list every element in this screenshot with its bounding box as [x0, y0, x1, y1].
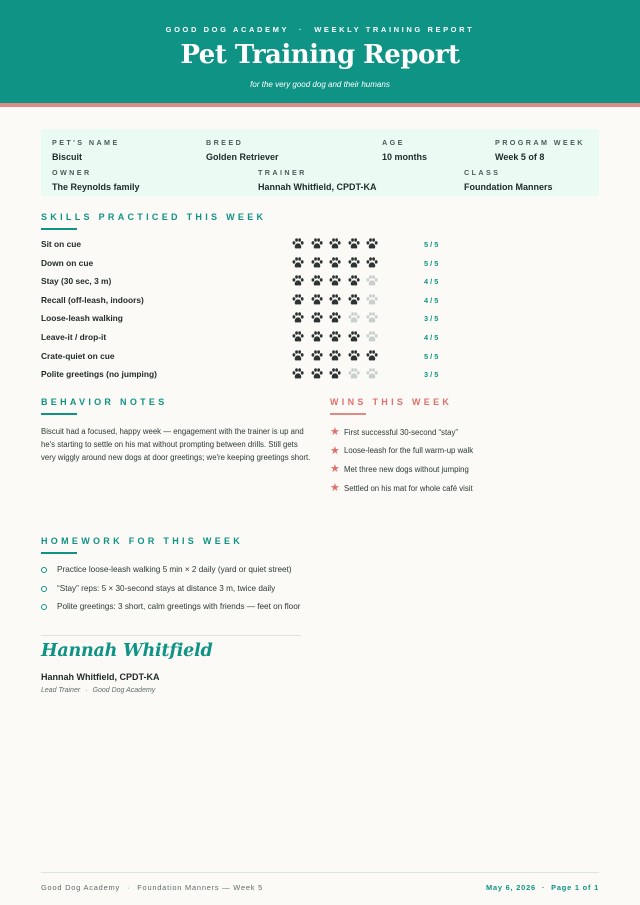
paw-icon	[347, 237, 361, 251]
paw-icon	[347, 274, 361, 288]
skill-name: Sit on cue	[41, 239, 82, 249]
skill-row	[41, 254, 481, 273]
breed-field	[206, 138, 279, 162]
paw-icon	[365, 349, 379, 363]
footer-separator-right: ·	[541, 883, 546, 892]
paw-icon	[347, 293, 361, 307]
paw-icon	[310, 349, 324, 363]
win-text: Settled on his mat for whole café visit	[344, 483, 473, 493]
paw-icon	[328, 367, 342, 381]
header-eyebrow	[0, 25, 640, 34]
skill-name: Down on cue	[41, 257, 94, 268]
trainer-value: Hannah Whitfield, CPDT-KA	[258, 182, 377, 192]
breed-value: Golden Retriever	[206, 152, 279, 162]
win-item	[330, 445, 610, 464]
role-separator: ·	[85, 687, 88, 694]
paw-icon	[328, 237, 342, 251]
footer-date: May 6, 2026	[486, 883, 536, 892]
paw-icon	[347, 330, 361, 344]
paw-icon	[291, 274, 305, 288]
skill-score: 4 / 5	[424, 295, 439, 305]
homework-text: Practice loose-leash walking 5 min × 2 daily (yard or quiet street)	[57, 565, 292, 574]
owner-field	[52, 168, 140, 192]
paw-icon	[365, 274, 379, 288]
paw-icon	[365, 237, 379, 251]
paw-icon	[291, 293, 305, 307]
homework-title-rule	[41, 552, 77, 554]
homework-item	[41, 565, 441, 584]
owner-label: OWNER	[52, 168, 92, 177]
win-text: Met three new dogs without jumping	[344, 464, 469, 474]
wins-list	[330, 426, 610, 501]
skill-row	[41, 347, 481, 366]
age-field	[382, 138, 427, 162]
skill-score: 3 / 5	[424, 370, 439, 380]
skill-name: Crate-quiet on cue	[41, 350, 115, 361]
homework-text: Polite greetings: 3 short, calm greetings with friends — feet on floor	[57, 602, 301, 612]
age-value: 10 months	[382, 152, 428, 162]
footer-separator: ·	[126, 883, 131, 892]
homework-list	[41, 565, 441, 621]
paw-icon	[328, 256, 342, 270]
paw-icon	[291, 311, 305, 325]
footer-left	[41, 883, 263, 892]
program-week-label: PROGRAM WEEK	[495, 138, 585, 147]
star-icon: ★	[330, 482, 340, 495]
skill-score: 3 / 5	[424, 314, 439, 324]
skill-row	[41, 235, 481, 254]
paw-icon	[328, 293, 342, 307]
header-accent-stripe	[0, 103, 640, 107]
skill-score: 5 / 5	[424, 351, 439, 361]
wins-title-rule	[330, 413, 366, 415]
skill-row	[41, 328, 481, 347]
star-icon: ★	[330, 426, 340, 438]
win-item	[330, 463, 610, 482]
paw-icon	[347, 256, 361, 270]
paw-icon	[291, 349, 305, 363]
paw-icon	[310, 274, 324, 288]
footer-class-week: Foundation Manners — Week 5	[137, 883, 264, 892]
page-title: Pet Training Report	[180, 40, 460, 70]
paw-icon	[365, 330, 379, 344]
behavior-title-rule	[41, 413, 77, 415]
paw-icon	[328, 330, 342, 344]
program-week-value: Week 5 of 8	[495, 152, 545, 162]
academy-name: GOOD DOG ACADEMY	[165, 25, 290, 34]
paw-icon	[291, 330, 305, 344]
win-text: Loose-leash for the full warm-up walk	[344, 446, 474, 456]
behavior-notes-text: Biscuit had a focused, happy week — engagement with the trainer is up and he's starting to settle on his mat without prompting between drills. Still gets very wiggly around new dogs at door greetings; we're keeping greetings short.	[41, 427, 311, 462]
report-type: WEEKLY TRAINING REPORT	[314, 25, 475, 34]
homework-item	[41, 602, 441, 621]
breed-label: BREED	[206, 138, 244, 147]
signature-divider	[41, 635, 301, 636]
win-item	[330, 482, 610, 501]
paw-icon	[365, 367, 379, 381]
footer-page: Page 1 of 1	[551, 883, 599, 892]
paw-icon	[365, 256, 379, 270]
skill-name: Polite greetings (no jumping)	[41, 369, 157, 380]
trainer-full-name: Hannah Whitfield, CPDT-KA	[41, 672, 160, 682]
skill-name: Stay (30 sec, 3 m)	[41, 276, 112, 287]
paw-icon	[291, 237, 305, 251]
skills-title-rule	[41, 228, 77, 230]
trainer-label: TRAINER	[258, 168, 307, 177]
owner-value: The Reynolds family	[52, 182, 140, 192]
trainer-role	[41, 687, 155, 694]
circle-bullet-icon	[41, 586, 47, 592]
pet-info-panel	[41, 129, 599, 196]
skill-name: Recall (off-leash, indoors)	[41, 294, 144, 305]
paw-icon	[328, 274, 342, 288]
skill-row	[41, 272, 481, 291]
age-label: AGE	[382, 138, 405, 147]
homework-section-title: HOMEWORK FOR THIS WEEK	[41, 536, 244, 546]
trainer-title: Lead Trainer	[41, 687, 81, 694]
footer-divider	[41, 872, 599, 873]
paw-icon	[328, 349, 342, 363]
paw-icon	[291, 367, 305, 381]
homework-text: “Stay” reps: 5 × 30-second stays at distance 3 m, twice daily	[57, 583, 276, 593]
paw-icon	[310, 237, 324, 251]
star-icon: ★	[330, 463, 340, 476]
paw-icon	[310, 311, 324, 325]
trainer-org: Good Dog Academy	[92, 687, 156, 694]
paw-icon	[365, 311, 379, 325]
skills-list	[41, 235, 481, 384]
paw-icon	[328, 311, 342, 325]
program-week-field	[495, 138, 585, 162]
paw-icon	[310, 330, 324, 344]
paw-icon	[310, 293, 324, 307]
trainer-field	[258, 168, 377, 192]
star-icon: ★	[330, 444, 340, 457]
circle-bullet-icon	[41, 567, 47, 573]
paw-icon	[347, 311, 361, 325]
class-value: Foundation Manners	[464, 182, 553, 192]
pet-name-label: PET'S NAME	[52, 138, 120, 147]
footer-right	[486, 883, 599, 892]
paw-icon	[310, 256, 324, 270]
skills-section-title: SKILLS PRACTICED THIS WEEK	[41, 212, 267, 222]
pet-name-field	[52, 138, 120, 162]
class-label: CLASS	[464, 168, 501, 177]
footer-academy: Good Dog Academy	[41, 883, 120, 892]
skill-row	[41, 291, 481, 310]
skill-score: 4 / 5	[424, 332, 439, 342]
report-header	[0, 0, 640, 103]
homework-item	[41, 584, 441, 603]
wins-section-title: WINS THIS WEEK	[330, 397, 453, 407]
page-subtitle: for the very good dog and their humans	[250, 80, 390, 89]
skill-score: 4 / 5	[424, 277, 439, 287]
trainer-signature: Hannah Whitfield	[41, 641, 213, 661]
win-item	[330, 426, 610, 445]
paw-icon	[347, 367, 361, 381]
circle-bullet-icon	[41, 604, 47, 610]
skill-score: 5 / 5	[424, 240, 439, 249]
behavior-section-title: BEHAVIOR NOTES	[41, 397, 168, 407]
skill-score: 5 / 5	[424, 258, 439, 268]
skill-row	[41, 309, 481, 328]
paw-icon	[310, 367, 324, 381]
paw-icon	[365, 293, 379, 307]
skill-row	[41, 365, 481, 384]
skill-name: Leave-it / drop-it	[41, 331, 107, 342]
paw-icon	[347, 349, 361, 363]
win-text: First successful 30-second “stay”	[344, 427, 458, 437]
pet-name-value: Biscuit	[52, 152, 83, 162]
paw-icon	[291, 256, 305, 270]
skill-name: Loose-leash walking	[41, 313, 123, 324]
class-field	[464, 168, 553, 192]
eyebrow-separator: ·	[299, 25, 305, 34]
